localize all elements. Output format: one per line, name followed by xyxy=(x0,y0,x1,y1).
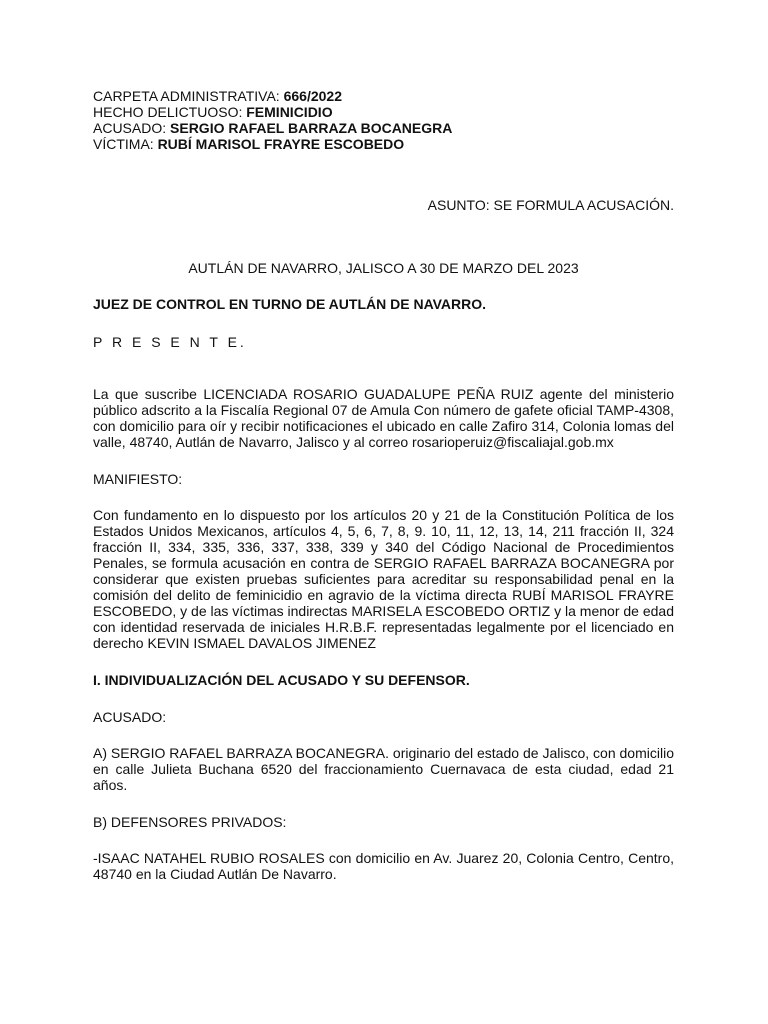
acusado-label: ACUSADO: xyxy=(93,120,167,136)
hecho-label: HECHO DELICTUOSO: xyxy=(93,104,243,120)
hecho-value: FEMINICIDIO xyxy=(246,104,333,120)
victima-label: VÍCTIMA: xyxy=(93,136,154,152)
hecho-line xyxy=(93,104,674,120)
document-page xyxy=(93,88,674,882)
defensor-paragraph: -ISAAC NATAHEL RUBIO ROSALES con domicilio en Av. Juarez 20, Colonia Centro, Centro, 48740 en la Ciudad Autlán De Navarro. xyxy=(93,850,674,882)
victima-line xyxy=(93,136,674,152)
defensores-heading: B) DEFENSORES PRIVADOS: xyxy=(93,814,287,830)
acusado-value: SERGIO RAFAEL BARRAZA BOCANEGRA xyxy=(170,120,453,136)
asunto-line: ASUNTO: SE FORMULA ACUSACIÓN. xyxy=(427,197,674,213)
section-title: I. INDIVIDUALIZACIÓN DEL ACUSADO Y SU DEFENSOR. xyxy=(93,672,470,688)
date-line: AUTLÁN DE NAVARRO, JALISCO A 30 DE MARZO DEL 2023 xyxy=(188,260,579,276)
acusado-paragraph: A) SERGIO RAFAEL BARRAZA BOCANEGRA. originario del estado de Jalisco, con domicilio en calle Julieta Buchana 6520 del fraccionamiento Cuernavaca de esta ciudad, edad 21 años. xyxy=(93,745,674,793)
victima-value: RUBÍ MARISOL FRAYRE ESCOBEDO xyxy=(157,136,405,152)
manifiesto-label: MANIFIESTO: xyxy=(93,471,183,487)
acusado-line xyxy=(93,120,674,136)
carpeta-label: CARPETA ADMINISTRATIVA: xyxy=(93,88,280,104)
carpeta-value: 666/2022 xyxy=(283,88,342,104)
addressee-line: JUEZ DE CONTROL EN TURNO DE AUTLÁN DE NAVARRO. xyxy=(93,296,487,312)
intro-paragraph: La que suscribe LICENCIADA ROSARIO GUADALUPE PEÑA RUIZ agente del ministerio público adscrito a la Fiscalía Regional 07 de Amula Con número de gafete oficial TAMP-4308, con domicilio para oír y recibir notificaciones el ubicado en calle Zafiro 314, Colonia lomas del valle, 48740, Autlán de Navarro, Jalisco y al correo rosarioperuiz@fiscaliajal.gob.mx xyxy=(93,386,674,450)
manifiesto-paragraph: Con fundamento en lo dispuesto por los artículos 20 y 21 de la Constitución Política de los Estados Unidos Mexicanos, artículos 4, 5, 6, 7, 8, 9. 10, 11, 12, 13, 14, 211 fracción II, 324 fracción II, 334, 335, 336, 337, 338, 339 y 340 del Código Nacional de Procedimientos Penales, se formula acusación en contra de SERGIO RAFAEL BARRAZA BOCANEGRA por considerar que existen pruebas suficientes para acreditar su responsabilidad penal en la comisión del delito de feminicidio en agravio de la víctima directa RUBÍ MARISOL FRAYRE ESCOBEDO, y de las víctimas indirectas MARISELA ESCOBEDO ORTIZ y la menor de edad con identidad reservada de iniciales H.R.B.F. representadas legalmente por el licenciado en derecho KEVIN ISMAEL DAVALOS JIMENEZ xyxy=(93,507,674,651)
acusado-heading: ACUSADO: xyxy=(93,709,167,725)
presente-line: P R E S E N T E. xyxy=(93,334,247,350)
carpeta-line xyxy=(93,88,674,104)
